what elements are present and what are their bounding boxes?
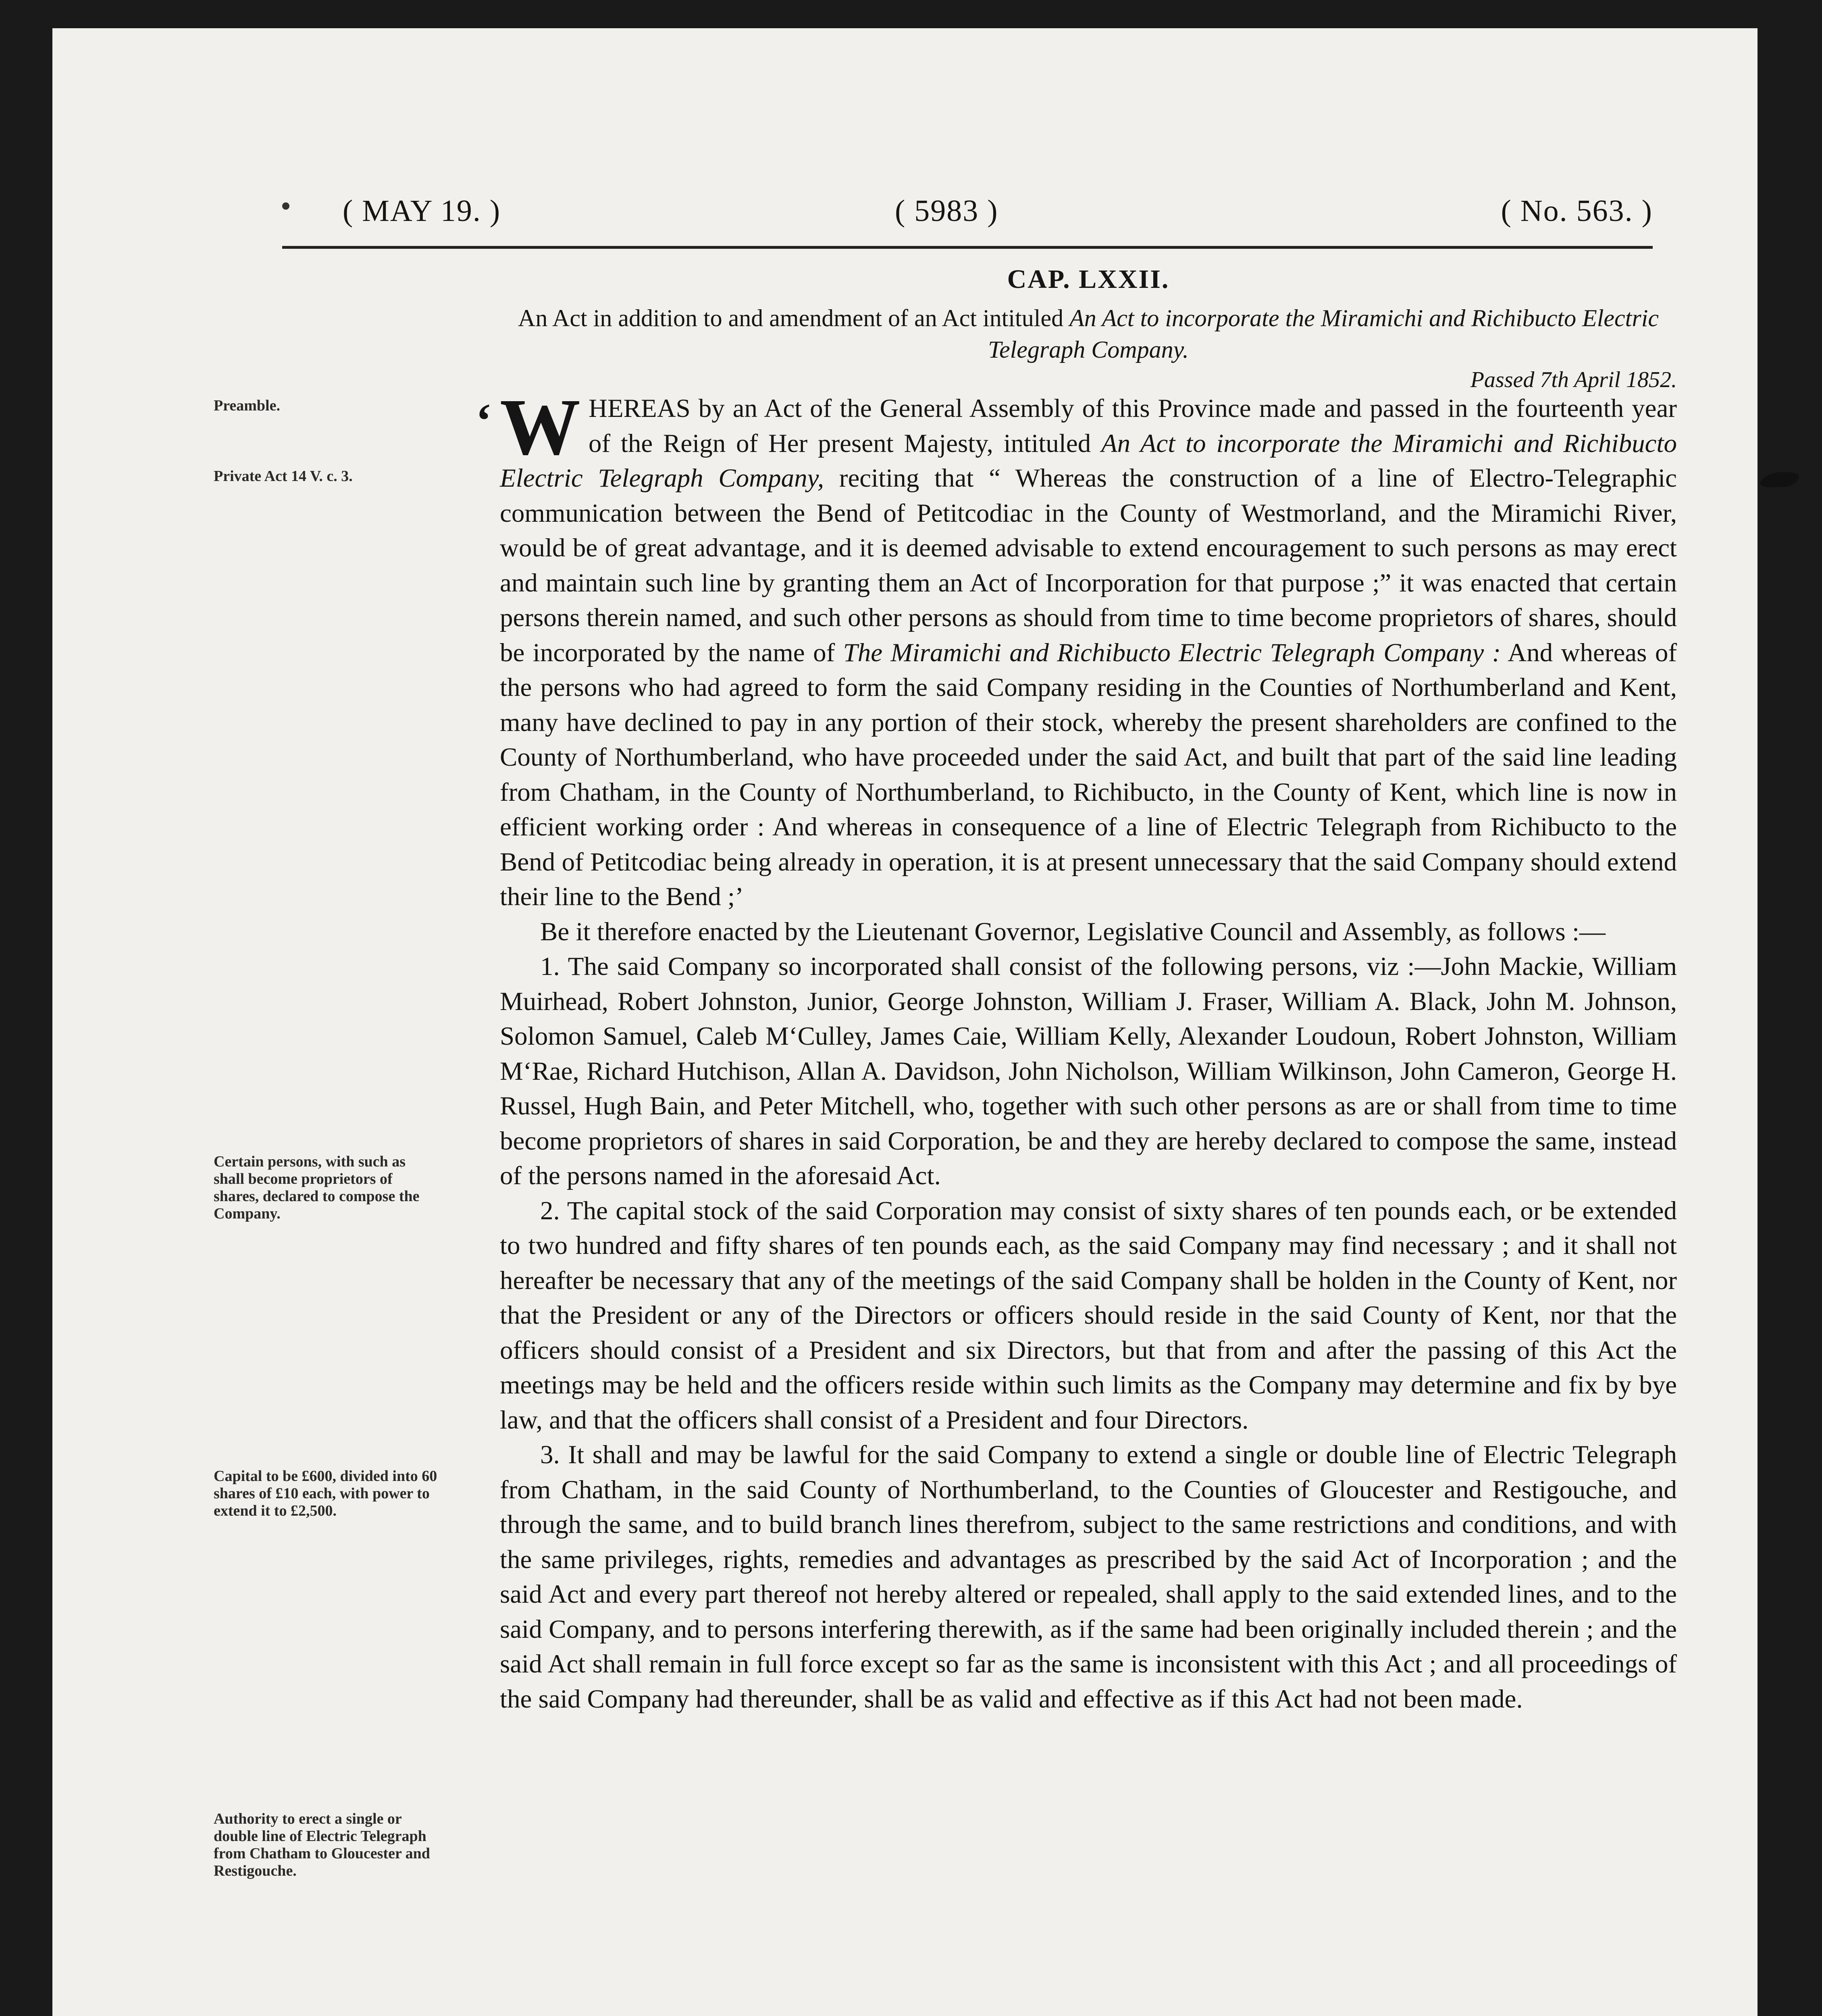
- margin-note-persons: Certain persons, with such as shall become proprietors of shares, declared to compose the Company.: [214, 1153, 420, 1222]
- header-rule: [282, 246, 1653, 249]
- header-date: ( MAY 19. ): [343, 194, 501, 228]
- cap72-section-3: 3. It shall and may be lawful for the said Company to extend a single or double line of Electric Telegraph from Chatham, in the said County of Northumberland, to the Counties of Gloucester and Restigouche, and through the same, and to build branch lines therefrom, subject to the same restrictions and conditions, and with the same privileges, rights, remedies and advantages as prescribed by the said Act of Incorporation ; and the said Act and every part thereof not hereby altered or repealed, shall apply to the said extended lines, and to the said Company, and to persons interfering therewith, as if the same had been originally included therein ; and the said Act shall remain in full force except so far as the same is inconsistent with this Act ; and all proceedings of the said Company had thereunder, shall be as valid and effective as if this Act had not been made.: [500, 1440, 1677, 1714]
- cap72-act-title: [500, 302, 1677, 365]
- cap72-act-title-italic: An Act to incorporate the Miramichi and Richibucto Electric Telegraph Company.: [988, 305, 1659, 363]
- header-act-number: ( No. 563. ): [1501, 194, 1653, 228]
- cap72-section-2: 2. The capital stock of the said Corporation may consist of sixty shares of ten pounds each, or be extended to two hundred and fifty shares of ten pounds each, as the said Company may find necessary ; and it shall not hereafter be necessary that any of the meetings of the said Company shall be holden in the County of Kent, nor that the President or any of the Directors or officers should reside in the said County of Kent, nor that the officers should consist of a President and six Directors, but that from and after the passing of this Act the meetings may be held and the officers reside within such limits as the Company may determine and fix by bye law, and that the officers shall consist of a President and four Directors.: [500, 1196, 1677, 1435]
- cap72-dropcap: W: [500, 383, 580, 472]
- cap72-passed-date: Passed 7th April 1852.: [1470, 367, 1677, 392]
- header-page-number: ( 5983 ): [895, 194, 998, 228]
- cap72-title: CAP. LXXII.: [1007, 264, 1170, 294]
- cap72-body: [476, 383, 1677, 1716]
- cap72-section-1: 1. The said Company so incorporated shall consist of the following persons, viz :—John Mackie, William Muirhead, Robert Johnston, Junior, George Johnston, William J. Fraser, William A. Black, John M. Johnson, Solomon Samuel, Caleb M‘Culley, James Caie, William Kelly, Alexander Loudoun, Robert Johnston, William M‘Rae, Richard Hutchison, Allan A. Davidson, John Nicholson, William Wilkinson, John Cameron, George H. Russel, Hugh Bain, and Peter Mitchell, who, together with such other persons as are or shall from time to time become proprietors of shares in said Corporation, be and they are hereby declared to compose the same, instead of the persons named in the aforesaid Act.: [500, 952, 1677, 1190]
- cap72-preamble-a: HEREAS by an Act of the General Assembly of this Province made and passed in the fourteenth year of the Reign of Her present Majesty, intituled: [589, 394, 1677, 458]
- document-page: [52, 28, 1758, 2016]
- cap72-preamble-a-italic: An Act to incorporate the Miramichi and Richibucto Electric Telegraph Company,: [500, 429, 1677, 493]
- bullet-mark: [282, 202, 289, 210]
- cap72-preamble-c: And whereas of the persons who had agreed to form the said Company residing in the Counties of Northumberland and Kent, many have declined to pay in any portion of their stock, whereby the present shareholders are confined to the County of Northumberland, who have proceeded under the said Act, and built that part of the said line leading from Chatham, in the County of Northumberland, to Richibucto, in the County of Kent, which line is now in efficient working order : And whereas in consequence of a line of Electric Telegraph from Richibucto to the Bend of Petitcodiac being already in operation, it is at present unnecessary that the said Company should extend their line to the Bend ;’: [500, 638, 1677, 911]
- cap72-act-title-plain: An Act in addition to and amendment of an Act intituled: [518, 305, 1070, 331]
- margin-note-authority: Authority to erect a single or double line of Electric Telegraph from Chatham to Gloucester and Restigouche.: [214, 1810, 430, 1879]
- margin-note-preamble: Preamble.: [214, 397, 280, 414]
- ink-blot: [1758, 468, 1802, 492]
- cap72-preamble-b-italic: The Miramichi and Richibucto Electric Telegraph Company :: [843, 638, 1501, 667]
- cap72-preamble: [476, 383, 1677, 914]
- page-header: [282, 173, 1653, 234]
- margin-note-capital: Capital to be £600, divided into 60 shares of £10 each, with power to extend it to £2,500.: [214, 1468, 437, 1519]
- opening-quote-mark: ‘: [476, 394, 492, 447]
- cap72-preamble-b: reciting that “ Whereas the construction of a line of Electro-Telegraphic communication between the Bend of Petitcodiac in the County of Westmorland, and the Miramichi River, would be of great advantage, and it is deemed advisable to extend encouragement to such persons as may erect and maintain such line by granting them an Act of Incorporation for that purpose ;” it was enacted that certain persons therein named, and such other persons as should from time to time become proprietors of shares, should be incorporated by the name of: [500, 464, 1677, 667]
- cap72-enacting-clause: Be it therefore enacted by the Lieutenant Governor, Legislative Council and Assembly, as follows :—: [540, 917, 1606, 946]
- margin-note-private-act: Private Act 14 V. c. 3.: [214, 468, 353, 485]
